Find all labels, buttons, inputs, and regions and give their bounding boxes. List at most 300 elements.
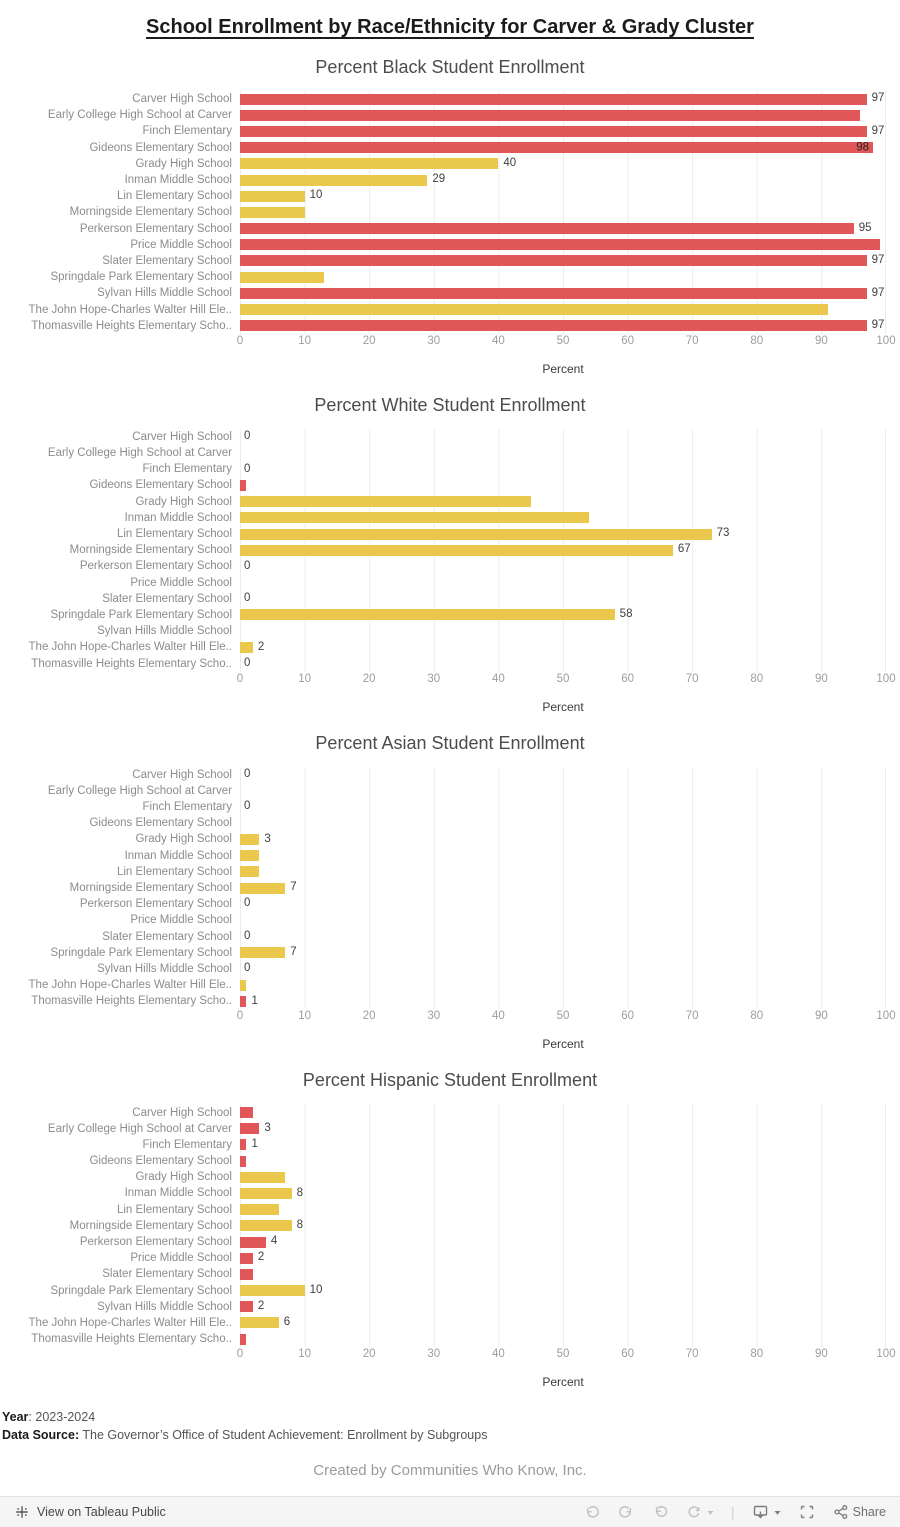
bar-value-label: 4 bbox=[270, 1235, 278, 1248]
row-label: Grady High School bbox=[135, 833, 232, 846]
bar[interactable] bbox=[240, 142, 873, 153]
plot-area bbox=[240, 831, 886, 847]
row-label: Finch Elementary bbox=[142, 125, 232, 138]
plot-area bbox=[240, 140, 886, 156]
bar-value-label: 2 bbox=[257, 1251, 265, 1264]
axis-tick-label: 80 bbox=[750, 1348, 764, 1361]
axis-tick-label: 20 bbox=[362, 672, 376, 685]
row-label: Early College High School at Carver bbox=[47, 1122, 232, 1135]
bar[interactable] bbox=[240, 223, 854, 234]
bar-row bbox=[0, 961, 900, 977]
bar-value-label: 3 bbox=[264, 1121, 271, 1134]
plot-area bbox=[240, 107, 886, 123]
view-on-tableau-public-link[interactable] bbox=[14, 1504, 166, 1520]
axis-tick-label: 80 bbox=[750, 334, 764, 347]
row-label: Springdale Park Elementary School bbox=[50, 1284, 232, 1297]
axis-tick-label: 90 bbox=[814, 334, 828, 347]
bar-value-label: 67 bbox=[677, 543, 691, 556]
plot-area bbox=[240, 977, 886, 993]
row-label: Lin Elementary School bbox=[116, 190, 232, 203]
tableau-logo-icon bbox=[14, 1504, 30, 1520]
bar-row bbox=[0, 1104, 900, 1120]
bar[interactable] bbox=[240, 512, 589, 523]
bar-row bbox=[0, 558, 900, 574]
bar-row bbox=[0, 929, 900, 945]
plot-area bbox=[240, 1218, 886, 1234]
bar-row bbox=[0, 318, 900, 334]
bar[interactable] bbox=[240, 545, 673, 556]
bar-row bbox=[0, 253, 900, 269]
bar[interactable] bbox=[240, 1285, 305, 1296]
redo-icon bbox=[617, 1503, 635, 1521]
download-button[interactable] bbox=[751, 1503, 782, 1522]
plot-area bbox=[240, 461, 886, 477]
bar-row bbox=[0, 301, 900, 317]
bar-value-label: 40 bbox=[503, 157, 517, 170]
bar-value-label: 0 bbox=[244, 559, 251, 572]
chart-title: Percent Black Student Enrollment bbox=[315, 57, 585, 77]
row-label: Carver High School bbox=[132, 1106, 232, 1119]
row-label: Perkerson Elementary School bbox=[79, 222, 232, 235]
charts-container bbox=[0, 43, 900, 1394]
plot-area bbox=[240, 285, 886, 301]
bar-row bbox=[0, 639, 900, 655]
bar[interactable] bbox=[240, 529, 712, 540]
chart bbox=[0, 57, 900, 381]
bar-value-label: 95 bbox=[858, 221, 872, 234]
bar-row bbox=[0, 269, 900, 285]
bar-row bbox=[0, 477, 900, 493]
row-label: Perkerson Elementary School bbox=[79, 560, 232, 573]
row-label: Sylvan Hills Middle School bbox=[97, 287, 232, 300]
bar-value-label: 0 bbox=[244, 929, 251, 942]
row-label: Inman Middle School bbox=[124, 511, 232, 524]
bar-row bbox=[0, 799, 900, 815]
chart bbox=[0, 733, 900, 1057]
plot-area bbox=[240, 445, 886, 461]
bar-row bbox=[0, 188, 900, 204]
axis-tick-label: 30 bbox=[427, 672, 441, 685]
bar-row bbox=[0, 156, 900, 172]
bar-value-label: 97 bbox=[871, 286, 885, 299]
bar[interactable] bbox=[240, 288, 867, 299]
share-button[interactable] bbox=[832, 1503, 886, 1521]
bar[interactable] bbox=[240, 1156, 246, 1167]
share-button-label: Share bbox=[852, 1505, 886, 1519]
chart-title: Percent Hispanic Student Enrollment bbox=[302, 1070, 598, 1091]
axis-tick-label: 100 bbox=[876, 672, 896, 685]
plot-area bbox=[240, 510, 886, 526]
bar-value-label: 8 bbox=[296, 1219, 304, 1232]
row-label: Sylvan Hills Middle School bbox=[97, 625, 232, 638]
bar[interactable] bbox=[240, 1237, 266, 1248]
row-label: Price Middle School bbox=[130, 576, 232, 589]
row-label: The John Hope-Charles Walter Hill Ele.. bbox=[28, 1316, 232, 1329]
axis-tick-label: 40 bbox=[491, 672, 505, 685]
plot-area bbox=[240, 156, 886, 172]
bar[interactable] bbox=[240, 320, 867, 331]
bar[interactable] bbox=[240, 304, 828, 315]
plot-area bbox=[240, 558, 886, 574]
bar-row bbox=[0, 880, 900, 896]
plot-area bbox=[240, 1266, 886, 1282]
plot-area bbox=[240, 896, 886, 912]
plot-area bbox=[240, 477, 886, 493]
row-label: The John Hope-Charles Walter Hill Ele.. bbox=[28, 303, 232, 316]
row-label: Inman Middle School bbox=[124, 174, 232, 187]
redo-button[interactable] bbox=[617, 1503, 635, 1521]
plot-area bbox=[240, 253, 886, 269]
bar-row bbox=[0, 1331, 900, 1347]
bar[interactable] bbox=[240, 996, 246, 1007]
chart-title: Percent Asian Student Enrollment bbox=[315, 732, 585, 753]
fullscreen-icon bbox=[798, 1503, 816, 1521]
axis-ticks-row bbox=[0, 1009, 900, 1026]
plot-area bbox=[240, 204, 886, 220]
bar[interactable] bbox=[240, 94, 867, 105]
row-label: Lin Elementary School bbox=[116, 1203, 232, 1216]
bar[interactable] bbox=[240, 207, 305, 218]
row-label: Carver High School bbox=[132, 768, 232, 781]
plot-area bbox=[240, 880, 886, 896]
axis-tick-label: 50 bbox=[556, 334, 570, 347]
axis-tick-label: 0 bbox=[236, 1010, 244, 1023]
row-label: Springdale Park Elementary School bbox=[50, 271, 232, 284]
axis-title-row bbox=[0, 1032, 900, 1056]
year-note bbox=[2, 1408, 900, 1426]
axis-tick-label: 40 bbox=[491, 1348, 505, 1361]
plot-area bbox=[240, 815, 886, 831]
row-label: Springdale Park Elementary School bbox=[50, 946, 232, 959]
plot-area bbox=[240, 929, 886, 945]
axis-tick-label: 10 bbox=[298, 1348, 311, 1361]
bar-row bbox=[0, 591, 900, 607]
bar-row bbox=[0, 864, 900, 880]
bar-row bbox=[0, 993, 900, 1009]
bar-row bbox=[0, 607, 900, 623]
row-label: Gideons Elementary School bbox=[89, 817, 232, 830]
axis-tick-label: 70 bbox=[685, 672, 699, 685]
plot-area bbox=[240, 188, 886, 204]
bar[interactable] bbox=[240, 883, 285, 894]
bar[interactable] bbox=[240, 834, 259, 845]
data-source-value: The Governor’s Office of Student Achievement: Enrollment by Subgroups bbox=[79, 1428, 488, 1443]
axis-tick-label: 10 bbox=[298, 672, 311, 685]
bar[interactable] bbox=[240, 239, 880, 250]
plot-area bbox=[240, 1153, 886, 1169]
bar-value-label: 0 bbox=[244, 800, 251, 813]
bar-row bbox=[0, 783, 900, 799]
toolbar-separator: | bbox=[731, 1504, 735, 1520]
plot-area bbox=[240, 172, 886, 188]
footer-notes bbox=[2, 1408, 900, 1444]
row-label: Gideons Elementary School bbox=[89, 479, 232, 492]
bar-row bbox=[0, 1202, 900, 1218]
bar-row bbox=[0, 912, 900, 928]
row-label: Inman Middle School bbox=[124, 1187, 232, 1200]
row-label: Thomasville Heights Elementary Scho.. bbox=[31, 1333, 232, 1346]
bar-value-label: 97 bbox=[871, 124, 885, 137]
plot-area bbox=[240, 494, 886, 510]
bar-row bbox=[0, 831, 900, 847]
bar-row bbox=[0, 107, 900, 123]
plot-area bbox=[240, 912, 886, 928]
axis-tick-label: 30 bbox=[427, 334, 441, 347]
bar-row bbox=[0, 1234, 900, 1250]
bar-row bbox=[0, 815, 900, 831]
bar[interactable] bbox=[240, 175, 427, 186]
bar-value-label: 0 bbox=[244, 592, 251, 605]
bar-value-label: 0 bbox=[244, 430, 251, 443]
axis-tick-label: 70 bbox=[685, 1348, 699, 1361]
plot-area bbox=[240, 591, 886, 607]
plot-area bbox=[240, 1104, 886, 1120]
plot-area bbox=[240, 799, 886, 815]
row-label: Perkerson Elementary School bbox=[79, 898, 232, 911]
axis-tick-label: 70 bbox=[685, 334, 699, 347]
axis-tick-label: 60 bbox=[621, 334, 634, 347]
axis-tick-label: 20 bbox=[362, 1010, 376, 1023]
bar-row bbox=[0, 123, 900, 139]
bar-value-label: 2 bbox=[257, 640, 265, 653]
axis-tick-label: 60 bbox=[621, 672, 634, 685]
axis-tick-label: 30 bbox=[427, 1348, 441, 1361]
axis-tick-label: 20 bbox=[362, 1348, 376, 1361]
bar-value-label: 97 bbox=[871, 92, 885, 105]
axis-tick-label: 40 bbox=[491, 1010, 505, 1023]
row-label: Morningside Elementary School bbox=[69, 882, 232, 895]
bar-value-label: 97 bbox=[871, 318, 885, 331]
chart bbox=[0, 395, 900, 719]
refresh-button[interactable] bbox=[685, 1503, 715, 1521]
axis-tick-label: 80 bbox=[750, 672, 764, 685]
bar[interactable] bbox=[240, 609, 615, 620]
bar-value-label: 3 bbox=[264, 832, 271, 845]
row-label: Springdale Park Elementary School bbox=[50, 608, 232, 621]
bar-row bbox=[0, 542, 900, 558]
bar[interactable] bbox=[240, 126, 867, 137]
bar-value-label: 10 bbox=[309, 1283, 323, 1296]
axis-title: Percent bbox=[542, 1037, 584, 1052]
bar[interactable] bbox=[240, 255, 867, 266]
bar-row bbox=[0, 510, 900, 526]
bar-row bbox=[0, 204, 900, 220]
row-label: Morningside Elementary School bbox=[69, 206, 232, 219]
bar[interactable] bbox=[240, 1317, 279, 1328]
row-label: Lin Elementary School bbox=[116, 528, 232, 541]
bar-value-label: 58 bbox=[619, 608, 633, 621]
bar[interactable] bbox=[240, 1334, 246, 1345]
plot-area bbox=[240, 945, 886, 961]
row-label: Carver High School bbox=[132, 93, 232, 106]
row-label: Gideons Elementary School bbox=[89, 1155, 232, 1168]
bar[interactable] bbox=[240, 272, 324, 283]
bar[interactable] bbox=[240, 158, 498, 169]
bar[interactable] bbox=[240, 191, 305, 202]
fullscreen-button[interactable] bbox=[798, 1503, 816, 1521]
plot-area bbox=[240, 1234, 886, 1250]
row-label: Thomasville Heights Elementary Scho.. bbox=[31, 995, 232, 1008]
axis-tick-label: 50 bbox=[556, 1348, 570, 1361]
bar-row bbox=[0, 1299, 900, 1315]
row-label: Sylvan Hills Middle School bbox=[97, 962, 232, 975]
row-label: Price Middle School bbox=[130, 1252, 232, 1265]
bar-row bbox=[0, 655, 900, 671]
axis bbox=[236, 1009, 896, 1026]
bar[interactable] bbox=[240, 1172, 285, 1183]
axis-tick-label: 70 bbox=[685, 1010, 699, 1023]
bar[interactable] bbox=[240, 110, 860, 121]
row-label: Price Middle School bbox=[130, 914, 232, 927]
bar-row bbox=[0, 1185, 900, 1201]
bar-row bbox=[0, 285, 900, 301]
bar-row bbox=[0, 1153, 900, 1169]
undo-button[interactable] bbox=[583, 1503, 601, 1521]
bar-row bbox=[0, 575, 900, 591]
row-label: Slater Elementary School bbox=[102, 1268, 232, 1281]
bar[interactable] bbox=[240, 1301, 253, 1312]
plot-area bbox=[240, 1331, 886, 1347]
bar-row bbox=[0, 1315, 900, 1331]
bar-row bbox=[0, 445, 900, 461]
axis-tick-label: 40 bbox=[491, 334, 505, 347]
data-source-label: Data Source: bbox=[2, 1428, 80, 1443]
bar[interactable] bbox=[240, 1107, 253, 1118]
reset-icon bbox=[651, 1503, 669, 1521]
bar[interactable] bbox=[240, 496, 531, 507]
axis bbox=[236, 672, 896, 689]
caret-down-icon bbox=[773, 1508, 782, 1517]
row-label: Morningside Elementary School bbox=[69, 544, 232, 557]
axis-tick-label: 50 bbox=[556, 672, 570, 685]
bar[interactable] bbox=[240, 947, 285, 958]
plot-area bbox=[240, 429, 886, 445]
axis-title-row bbox=[0, 1370, 900, 1394]
bar-value-label: 0 bbox=[244, 462, 251, 475]
bar-row bbox=[0, 221, 900, 237]
row-label: Early College High School at Carver bbox=[47, 109, 232, 122]
axis-tick-label: 90 bbox=[814, 1010, 828, 1023]
bar-value-label: 7 bbox=[290, 881, 297, 894]
bar[interactable] bbox=[240, 642, 253, 653]
plot-area bbox=[240, 655, 886, 671]
bar-row bbox=[0, 91, 900, 107]
bar[interactable] bbox=[240, 1204, 279, 1215]
bar-row bbox=[0, 623, 900, 639]
bar-row bbox=[0, 140, 900, 156]
plot-area bbox=[240, 318, 886, 334]
plot-area bbox=[240, 639, 886, 655]
bar[interactable] bbox=[240, 866, 259, 877]
reset-button[interactable] bbox=[651, 1503, 669, 1521]
bar-value-label: 0 bbox=[244, 767, 251, 780]
axis-title-row bbox=[0, 695, 900, 719]
axis-tick-label: 20 bbox=[362, 334, 376, 347]
bar[interactable] bbox=[240, 850, 259, 861]
row-label: Early College High School at Carver bbox=[47, 784, 232, 797]
view-on-tableau-public-label: View on Tableau Public bbox=[37, 1505, 166, 1519]
row-label: Grady High School bbox=[135, 1171, 232, 1184]
bar[interactable] bbox=[240, 1253, 253, 1264]
bar-row bbox=[0, 1218, 900, 1234]
bar-row bbox=[0, 945, 900, 961]
plot-area bbox=[240, 1137, 886, 1153]
plot-area bbox=[240, 1315, 886, 1331]
year-label: Year bbox=[2, 1410, 29, 1425]
row-label: Finch Elementary bbox=[142, 1138, 232, 1151]
plot-area bbox=[240, 961, 886, 977]
row-label: Early College High School at Carver bbox=[47, 447, 232, 460]
row-label: Grady High School bbox=[135, 157, 232, 170]
row-label: Inman Middle School bbox=[124, 849, 232, 862]
axis-tick-label: 30 bbox=[427, 1010, 441, 1023]
row-label: The John Hope-Charles Walter Hill Ele.. bbox=[28, 641, 232, 654]
axis-tick-label: 80 bbox=[750, 1010, 764, 1023]
bar-row bbox=[0, 1121, 900, 1137]
plot-area bbox=[240, 301, 886, 317]
bar-row bbox=[0, 767, 900, 783]
bar-value-label: 8 bbox=[296, 1186, 304, 1199]
axis-title-row bbox=[0, 357, 900, 381]
plot-area bbox=[240, 783, 886, 799]
axis-tick-label: 0 bbox=[236, 334, 244, 347]
bar[interactable] bbox=[240, 1139, 246, 1150]
bar[interactable] bbox=[240, 1269, 253, 1280]
bar-row bbox=[0, 977, 900, 993]
row-label: Slater Elementary School bbox=[102, 592, 232, 605]
bar-row bbox=[0, 429, 900, 445]
axis-tick-label: 90 bbox=[814, 1348, 828, 1361]
plot-area bbox=[240, 623, 886, 639]
refresh-icon bbox=[685, 1503, 703, 1521]
axis-ticks-row bbox=[0, 334, 900, 351]
bar[interactable] bbox=[240, 1188, 292, 1199]
plot-area bbox=[240, 221, 886, 237]
bar[interactable] bbox=[240, 480, 246, 491]
credit-line: Created by Communities Who Know, Inc. bbox=[313, 1462, 587, 1480]
axis-ticks-row bbox=[0, 672, 900, 689]
data-source-note bbox=[2, 1426, 900, 1444]
plot-area bbox=[240, 848, 886, 864]
plot-area bbox=[240, 993, 886, 1009]
plot-area bbox=[240, 1169, 886, 1185]
toolbar-actions bbox=[583, 1503, 886, 1522]
plot-area bbox=[240, 123, 886, 139]
row-label: Perkerson Elementary School bbox=[79, 1236, 232, 1249]
bar-row bbox=[0, 526, 900, 542]
axis-tick-label: 100 bbox=[876, 1010, 896, 1023]
undo-icon bbox=[583, 1503, 601, 1521]
bar-row bbox=[0, 494, 900, 510]
bar-row bbox=[0, 461, 900, 477]
plot-area bbox=[240, 1202, 886, 1218]
tableau-toolbar bbox=[0, 1496, 900, 1527]
bar-value-label: 7 bbox=[290, 946, 297, 959]
row-label: Thomasville Heights Elementary Scho.. bbox=[31, 657, 232, 670]
row-label: Slater Elementary School bbox=[102, 254, 232, 267]
bar[interactable] bbox=[240, 1123, 259, 1134]
download-icon bbox=[751, 1503, 770, 1522]
bar[interactable] bbox=[240, 1220, 292, 1231]
bar-value-label: 98 bbox=[856, 140, 870, 153]
caret-down-icon bbox=[706, 1508, 715, 1517]
bar[interactable] bbox=[240, 980, 246, 991]
bar-value-label: 0 bbox=[244, 962, 251, 975]
bar-value-label: 0 bbox=[244, 897, 251, 910]
bar-row bbox=[0, 1283, 900, 1299]
plot-area bbox=[240, 237, 886, 253]
bar-row bbox=[0, 1250, 900, 1266]
